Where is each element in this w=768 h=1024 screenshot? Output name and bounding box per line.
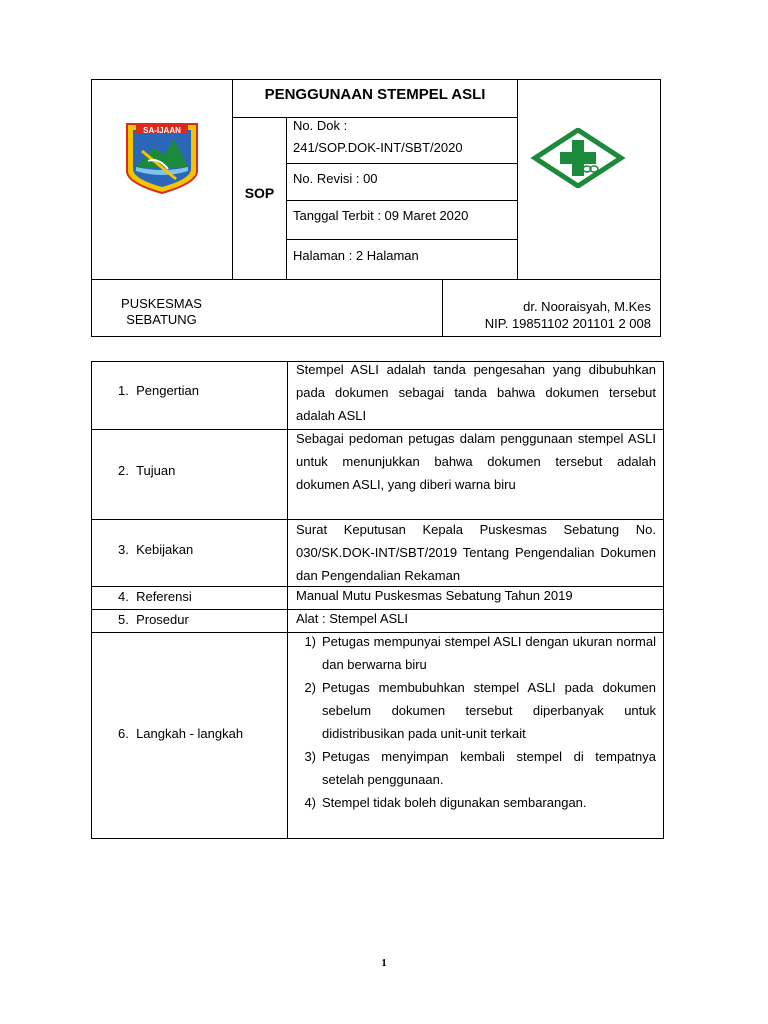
puskesmas-logo: [528, 128, 628, 188]
org-line-1: PUSKESMAS: [121, 296, 202, 311]
no-dok-label: No. Dok :: [293, 118, 348, 133]
section-text: Sebagai pedoman petugas dalam penggunaan stempel ASLI untuk menunjukkan bahwa dokumen tersebut adalah dokumen ASLI, yang diberi warna biru: [296, 431, 656, 492]
divider: [232, 117, 518, 118]
section-text: Manual Mutu Puskesmas Sebatung Tahun 2019: [296, 588, 573, 603]
emblem-text: SA-IJAAN: [143, 126, 181, 135]
halaman: Halaman : 2 Halaman: [293, 248, 419, 263]
divider: [286, 163, 518, 164]
divider: [286, 200, 518, 201]
section-label: 5. Prosedur: [118, 612, 189, 627]
divider: [232, 79, 233, 280]
no-revisi: No. Revisi : 00: [293, 171, 378, 186]
regional-emblem-logo: [124, 121, 200, 195]
list-item: 4) Stempel tidak boleh digunakan sembarangan.: [304, 795, 587, 810]
tanggal-terbit: Tanggal Terbit : 09 Maret 2020: [293, 208, 469, 223]
divider: [287, 361, 288, 839]
signer-nip: NIP. 19851102 201101 2 008: [484, 316, 651, 331]
sop-label: SOP: [244, 185, 275, 201]
section-label: 4. Referensi: [118, 589, 192, 604]
divider: [91, 609, 664, 610]
list-item: 1) Petugas mempunyai stempel ASLI dengan ukuran normal dan berwarna biru: [304, 634, 656, 672]
divider: [517, 79, 518, 280]
divider: [286, 117, 287, 280]
signer-name: dr. Nooraisyah, M.Kes: [523, 299, 651, 314]
steps-list: [296, 630, 656, 814]
divider: [286, 239, 518, 240]
section-label: 6. Langkah - langkah: [118, 726, 244, 741]
section-text: Surat Keputusan Kepala Puskesmas Sebatung No. 030/SK.DOK-INT/SBT/2019 Tentang Pengendalian Dokumen dan Pengendalian Rekaman: [296, 522, 656, 583]
section-label: 2. Tujuan: [118, 463, 176, 478]
no-dok-value: 241/SOP.DOK-INT/SBT/2020: [293, 140, 463, 155]
section-text: Stempel ASLI adalah tanda pengesahan yang dibubuhkan pada dokumen sebagai tanda bahwa dokumen tersebut adalah ASLI: [296, 362, 656, 423]
document-title: PENGGUNAAN STEMPEL ASLI: [264, 86, 486, 103]
page-number: 1: [381, 957, 387, 969]
list-item: 2) Petugas membubuhkan stempel ASLI pada dokumen sebelum dokumen tersebut diperbanyak untuk didistribusikan pada unit-unit terkait: [304, 680, 656, 741]
divider: [91, 279, 661, 280]
org-line-2: SEBATUNG: [126, 312, 197, 327]
list-item: 3) Petugas menyimpan kembali stempel di tempatnya setelah penggunaan.: [304, 749, 656, 787]
section-label: 1. Pengertian: [118, 383, 199, 398]
section-label: 3. Kebijakan: [118, 542, 194, 557]
section-text: Alat : Stempel ASLI: [296, 611, 409, 626]
signer-block: [443, 298, 651, 332]
organization-name: [91, 296, 232, 328]
